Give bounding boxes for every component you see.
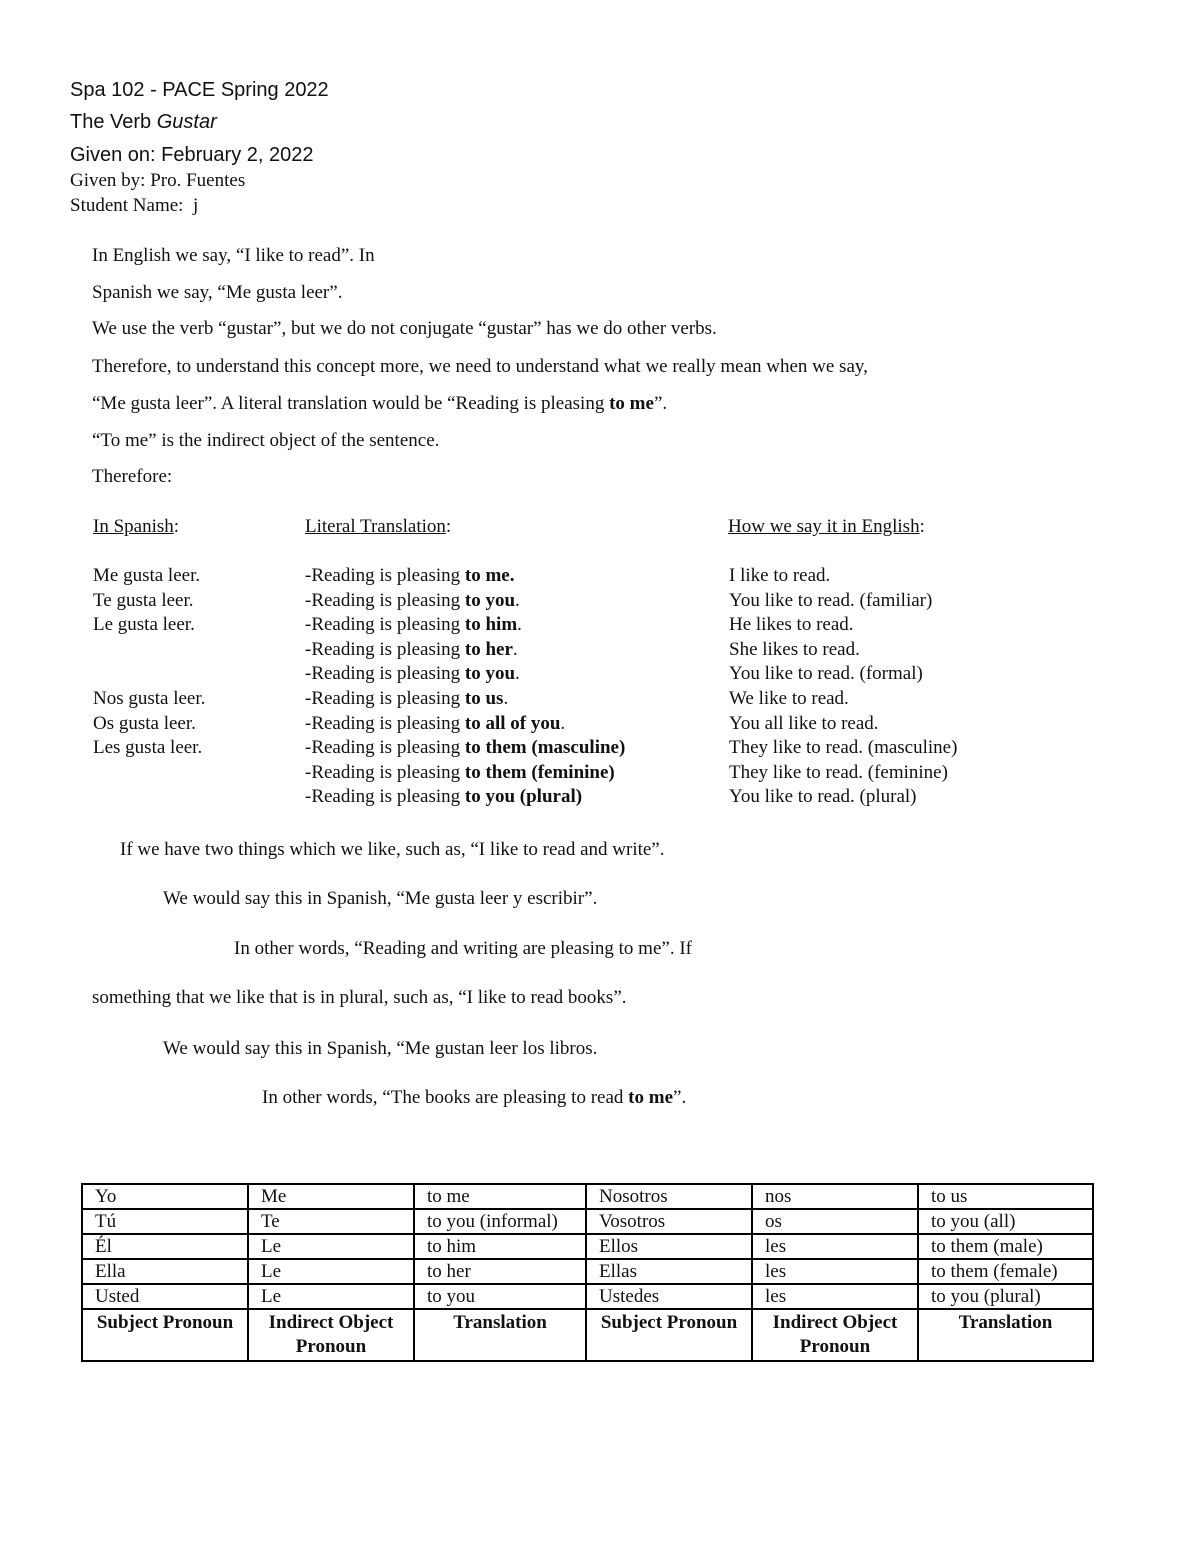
literal-bold: to her: [464, 638, 513, 660]
col-header-english-colon: :: [919, 516, 925, 537]
table-cell: to them (female): [918, 1259, 1093, 1284]
given-on: Given on: February 2, 2022: [70, 144, 314, 166]
table-cell: Ustedes: [586, 1284, 752, 1309]
literal-row: [305, 761, 625, 786]
spanish-row: Me gusta leer.: [93, 565, 201, 586]
example-line-3: In other words, “Reading and writing are pleasing to me”. If: [234, 938, 692, 959]
spanish-row: [93, 785, 205, 810]
english-column: [729, 564, 957, 810]
table-cell: to you (informal): [414, 1209, 586, 1234]
table-cell: to him: [414, 1234, 586, 1259]
table-cell: to you (all): [918, 1209, 1093, 1234]
literal-prefix: -Reading is pleasing: [305, 761, 465, 783]
example-line-1: If we have two things which we like, such as, “I like to read and write”.: [120, 839, 665, 860]
example-line-2: We would say this in Spanish, “Me gusta leer y escribir”.: [163, 888, 598, 909]
table-footer-cell: Indirect Object Pronoun: [248, 1309, 414, 1361]
literal-bold: to you (plural): [464, 786, 583, 808]
table-footer-cell: Translation: [414, 1309, 586, 1361]
literal-suffix: .: [517, 614, 522, 636]
table-row: [82, 1259, 1093, 1284]
literal-prefix: -Reading is pleasing: [305, 712, 465, 734]
intro-line-5-a: “Me gusta leer”. A literal translation would be “Reading is pleasing: [92, 393, 610, 414]
intro-line-5-bold: to me: [609, 393, 654, 414]
literal-prefix: -Reading is pleasing: [305, 737, 465, 759]
table-footer-cell: Translation: [918, 1309, 1093, 1361]
table-footer-cell: Subject Pronoun: [82, 1309, 248, 1361]
literal-row: [305, 589, 625, 614]
spanish-column: [93, 564, 205, 810]
col-header-literal-text: Literal Translation: [305, 516, 446, 537]
literal-bold: to me.: [464, 565, 515, 586]
example-line-5: We would say this in Spanish, “Me gustan leer los libros.: [163, 1038, 598, 1059]
literal-suffix: .: [512, 638, 518, 660]
intro-line-3: We use the verb “gustar”, but we do not conjugate “gustar” has we do other verbs.: [92, 318, 717, 339]
col-header-literal-colon: :: [445, 516, 452, 537]
spanish-row: [93, 638, 205, 663]
english-row: I like to read.: [729, 565, 831, 586]
pronoun-table: [81, 1183, 1094, 1362]
col-header-english-text: How we say it in English: [728, 516, 920, 537]
table-cell: Nosotros: [586, 1184, 752, 1209]
table-cell: to you: [414, 1284, 586, 1309]
table-cell: to me: [414, 1184, 586, 1209]
given-by: Given by: Pro. Fuentes: [70, 170, 246, 191]
example-line-6-a: In other words, “The books are pleasing to read: [262, 1087, 629, 1108]
col-header-spanish: [93, 516, 179, 538]
table-cell: Me: [248, 1184, 414, 1209]
table-cell: Le: [248, 1259, 414, 1284]
literal-bold: to you: [464, 663, 516, 685]
english-row: You like to read. (familiar): [729, 589, 933, 611]
literal-prefix: -Reading is pleasing: [305, 638, 465, 660]
spanish-row: Nos gusta leer.: [93, 687, 206, 709]
table-cell: Vosotros: [586, 1209, 752, 1234]
table-cell: Yo: [82, 1184, 248, 1209]
table-row: [82, 1184, 1093, 1209]
col-header-english: [728, 516, 925, 538]
example-line-4: something that we like that is in plural, such as, “I like to read books”.: [92, 987, 627, 1008]
literal-column: [305, 564, 625, 810]
table-cell: les: [752, 1284, 918, 1309]
student-name: [70, 195, 198, 217]
spanish-row: Te gusta leer.: [93, 589, 194, 611]
intro-line-2: Spanish we say, “Me gusta leer”.: [92, 282, 343, 303]
topic-prefix: The Verb: [70, 111, 157, 133]
intro-line-7: Therefore:: [92, 466, 173, 487]
literal-prefix: -Reading is pleasing: [305, 589, 465, 611]
literal-prefix: -Reading is pleasing: [305, 614, 465, 636]
english-row: You like to read. (formal): [729, 663, 923, 685]
table-cell: to us: [918, 1184, 1093, 1209]
col-header-spanish-colon: :: [173, 516, 180, 537]
spanish-row: Le gusta leer.: [93, 614, 195, 636]
intro-line-6: “To me” is the indirect object of the sentence.: [92, 430, 440, 451]
table-cell: Usted: [82, 1284, 248, 1309]
table-cell: Le: [248, 1284, 414, 1309]
literal-suffix: .: [503, 687, 509, 709]
course-title: Spa 102 - PACE Spring 2022: [70, 79, 329, 101]
table-cell: nos: [752, 1184, 918, 1209]
table-cell: Ella: [82, 1259, 248, 1284]
intro-line-4: Therefore, to understand this concept more, we need to understand what we really mean when we say,: [92, 356, 868, 377]
spanish-row: [93, 662, 205, 687]
intro-line-5: [92, 393, 667, 415]
table-cell: Él: [82, 1234, 248, 1259]
literal-row: [305, 662, 625, 687]
english-row: You all like to read.: [729, 712, 879, 734]
table-cell: les: [752, 1259, 918, 1284]
literal-prefix: -Reading is pleasing: [305, 687, 465, 709]
literal-bold: to us: [464, 687, 504, 709]
topic-title: [70, 111, 217, 134]
literal-row: [305, 712, 625, 737]
english-row: We like to read.: [729, 687, 849, 709]
literal-row: [305, 638, 625, 663]
literal-row: [305, 736, 625, 761]
table-cell: to them (male): [918, 1234, 1093, 1259]
table-footer-cell: Indirect Object Pronoun: [752, 1309, 918, 1361]
english-row: She likes to read.: [729, 638, 860, 660]
literal-suffix: .: [560, 712, 566, 734]
student-name-label: Student Name:: [70, 195, 184, 216]
table-cell: Le: [248, 1234, 414, 1259]
table-cell: Ellos: [586, 1234, 752, 1259]
english-row: You like to read. (plural): [729, 786, 917, 808]
literal-prefix: -Reading is pleasing: [305, 786, 465, 808]
literal-row: [305, 687, 625, 712]
literal-prefix: -Reading is pleasing: [305, 565, 465, 586]
example-line-6-c: ”.: [673, 1087, 687, 1108]
table-row: [82, 1284, 1093, 1309]
literal-row: [305, 785, 625, 810]
intro-line-1: In English we say, “I like to read”. In: [92, 245, 375, 266]
english-row: They like to read. (masculine): [729, 737, 958, 759]
table-cell: to her: [414, 1259, 586, 1284]
english-row: He likes to read.: [729, 614, 854, 636]
literal-suffix: .: [515, 663, 520, 685]
literal-bold: to him: [464, 614, 518, 636]
table-cell: les: [752, 1234, 918, 1259]
intro-line-5-c: ”.: [653, 393, 668, 414]
spanish-row: Les gusta leer.: [93, 737, 203, 759]
table-footer-row: [82, 1309, 1093, 1361]
literal-bold: to them (feminine): [464, 761, 615, 783]
table-cell: Te: [248, 1209, 414, 1234]
table-footer-cell: Subject Pronoun: [586, 1309, 752, 1361]
literal-bold: to them (masculine): [464, 737, 626, 759]
topic-verb: Gustar: [156, 111, 217, 133]
literal-row: [305, 613, 625, 638]
table-cell: Ellas: [586, 1259, 752, 1284]
table-row: [82, 1234, 1093, 1259]
literal-row: [305, 564, 625, 589]
example-line-6-bold: to me: [628, 1087, 674, 1108]
col-header-literal: [305, 516, 451, 538]
literal-prefix: -Reading is pleasing: [305, 663, 465, 685]
spanish-row: Os gusta leer.: [93, 712, 196, 734]
literal-suffix: .: [515, 589, 520, 611]
spanish-row: [93, 761, 205, 786]
table-cell: os: [752, 1209, 918, 1234]
col-header-spanish-text: In Spanish: [93, 516, 174, 537]
table-row: [82, 1209, 1093, 1234]
literal-bold: to you: [464, 589, 516, 611]
literal-bold: to all of you: [464, 712, 561, 734]
english-row: They like to read. (feminine): [729, 761, 948, 783]
student-name-value: j: [192, 195, 199, 216]
table-cell: to you (plural): [918, 1284, 1093, 1309]
table-cell: Tú: [82, 1209, 248, 1234]
example-line-6: [262, 1087, 686, 1109]
